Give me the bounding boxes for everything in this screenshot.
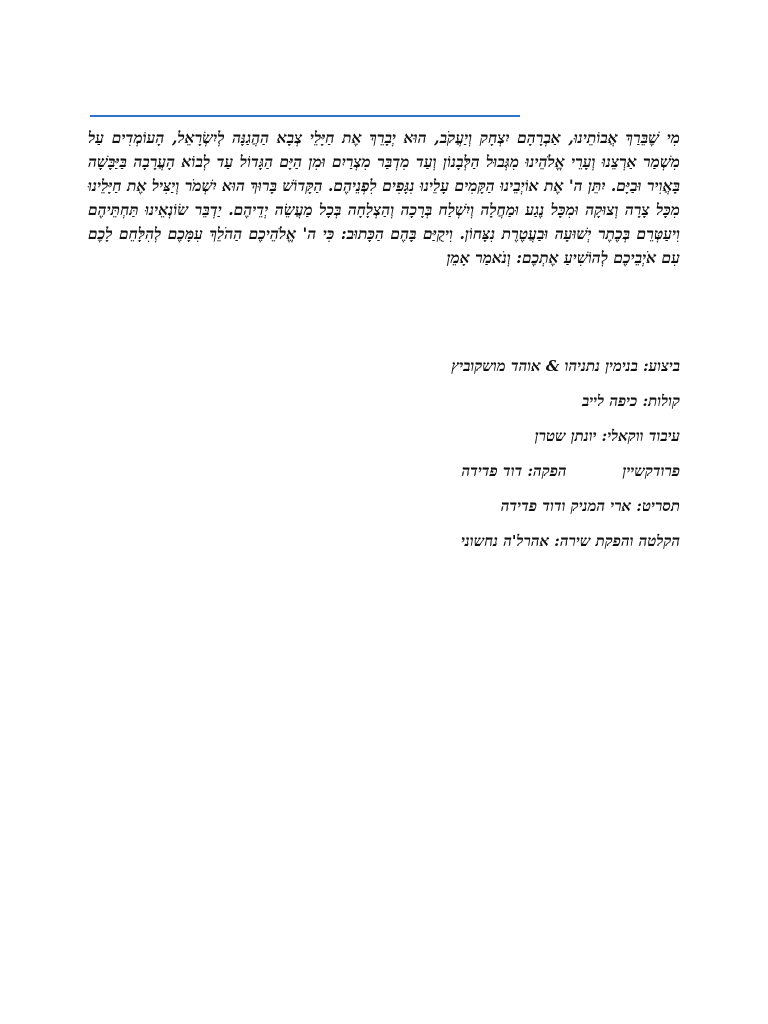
credit-production-value: הפקה: דוד פדידה bbox=[461, 462, 567, 480]
credit-production-row bbox=[88, 460, 680, 482]
header-divider-line bbox=[90, 115, 520, 117]
credit-vocal-arrangement: עיבוד ווקאלי: יונתן שטרן bbox=[534, 427, 680, 445]
prayer-paragraph: מִי שֶׁבֵּרַךְ אֲבוֹתֵינוּ, אַבְרָהָם יִצְחָק וְיַעֲקֹב, הוּא יְבָרֵךְ אֶת חַיָּלֵי צְבָא הַהֲגַנָּה לְיִשְׂרָאֵל, הָעוֹמְדִים עַל מִשְׁמַר אַרְצֵנוּ וְעָרֵי אֱלֹהֵינוּ מִגְּבוּל הַלְּבָנוֹן וְעַד מִדְבַּר מִצְרַיִם וּמִן הַיָּם הַגָּדוֹל עַד לְבוֹא הָעֲרָבָה בַּיַּבָּשָׁה בָּאֲוִיר וּבַיָּם. יִתֵּן ה' אֶת אוֹיְבֵינוּ הַקָּמִים עָלֵינוּ נִגָּפִים לִפְנֵיהֶם. הַקָּדוֹשׁ בָּרוּךְ הוּא יִשְׁמֹר וְיַצִּיל אֶת חַיָּלֵינוּ מִכָּל צָרָה וְצוּקָה וּמִכָּל נֶגַע וּמַחֲלָה וְיִשְׁלַח בְּרָכָה וְהַצְלָחָה בְּכָל מַעֲשֵׂה יְדֵיהֶם. יַדְבֵּר שׂוֹנְאֵינוּ תַּחְתֵּיהֶם וִיעַטְּרֵם בְּכֶתֶר יְשׁוּעָה וּבַעֲטֶרֶת נִצָּחוֹן. וִיקֻיַּם בָּהֶם הַכָּתוּב: כִּי ה' אֱלֹהֵיכֶם הַהֹלֵךְ עִמָּכֶם לְהִלָּחֵם לָכֶם עִם אֹיְבֵיכֶם לְהוֹשִׁיעַ אֶתְכֶם: וְנֹאמַר אָמֵן bbox=[88, 128, 680, 267]
credit-production-label: פרודקשיין bbox=[622, 462, 680, 480]
credit-performance: ביצוע: בנימין נתניהו & אוהד מושקוביץ bbox=[451, 357, 680, 375]
credit-voices: קולות: כיפה לייב bbox=[581, 392, 680, 410]
credits-block bbox=[88, 355, 680, 565]
credit-recording: הקלטה והפקת שירה: אהרל'ה נחשוני bbox=[460, 532, 680, 550]
credit-script: תסריט: ארי המניק ודוד פדידה bbox=[500, 497, 680, 515]
